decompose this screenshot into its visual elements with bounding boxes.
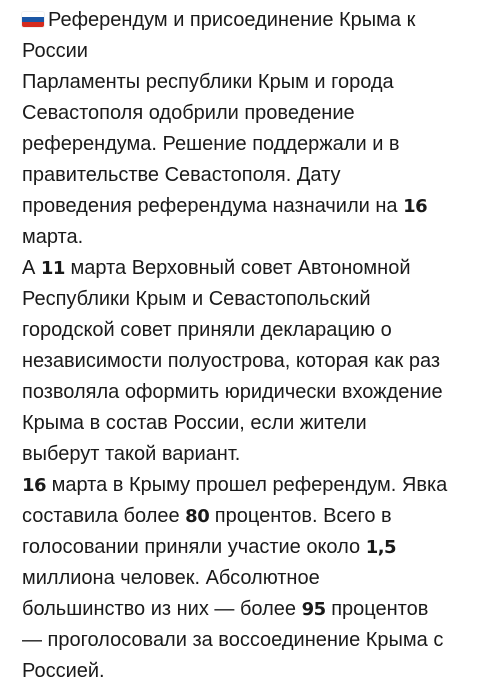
paragraph-3-line-3 <box>22 532 474 563</box>
paragraph-2-text-b: марта Верховный совет Автономной <box>64 257 411 279</box>
paragraph-1-text: проведения референдума назначили на <box>22 195 404 217</box>
vote-date-number: 16 <box>22 475 47 496</box>
paragraph-3-line-4: миллиона человек. Абсолютное <box>22 567 320 589</box>
paragraph-3-line-5 <box>22 594 474 625</box>
paragraph-3-text: марта в Крыму прошел референдум. Явка <box>46 474 448 496</box>
declaration-date-number: 11 <box>40 258 65 279</box>
paragraph-2-text-a: А <box>22 257 41 279</box>
post-title-line-2: России <box>22 40 88 62</box>
paragraph-3-line-2 <box>22 501 474 532</box>
paragraph-1-line-6: марта. <box>22 226 84 248</box>
paragraph-3-text-a: составила более <box>22 505 186 527</box>
post-title-line <box>22 5 474 36</box>
paragraph-3-line-7: Россией. <box>22 660 105 682</box>
paragraph-1-line-5 <box>22 191 474 222</box>
paragraph-2-line-3: городской совет приняли декларацию о <box>22 319 392 341</box>
post-title-text: Референдум и присоединение Крыма к <box>48 9 416 31</box>
paragraph-2-line-6: Крыма в состав России, если жители <box>22 412 367 434</box>
paragraph-1-line-2: Севастополя одобрили проведение <box>22 102 355 124</box>
russia-flag-icon <box>22 12 44 27</box>
paragraph-3-text-c: голосовании приняли участие около <box>22 536 366 558</box>
paragraph-2-line-7: выберут такой вариант. <box>22 443 241 465</box>
paragraph-2-line-1 <box>22 253 474 284</box>
paragraph-2-line-5: позволяла оформить юридически вхождение <box>22 381 443 403</box>
paragraph-3-text-e: процентов <box>325 598 429 620</box>
paragraph-2-line-4: независимости полуострова, которая как раз <box>22 350 441 372</box>
paragraph-1-line-3: референдума. Решение поддержали и в <box>22 133 400 155</box>
majority-number: 95 <box>301 599 326 620</box>
paragraph-1-line-1: Парламенты республики Крым и города <box>22 71 394 93</box>
paragraph-3-line-1 <box>22 470 474 501</box>
paragraph-1-line-4: правительстве Севастополя. Дату <box>22 164 341 186</box>
participants-number: 1,5 <box>365 537 397 558</box>
turnout-number: 80 <box>185 506 210 527</box>
paragraph-2-line-2: Республики Крым и Севастопольский <box>22 288 371 310</box>
post-body <box>22 5 474 687</box>
paragraph-3-text-d: большинство из них — более <box>22 598 302 620</box>
paragraph-3-text-b: процентов. Всего в <box>209 505 392 527</box>
paragraph-3-line-6: — проголосовали за воссоединение Крыма с <box>22 629 444 651</box>
referendum-date-number: 16 <box>403 196 428 217</box>
